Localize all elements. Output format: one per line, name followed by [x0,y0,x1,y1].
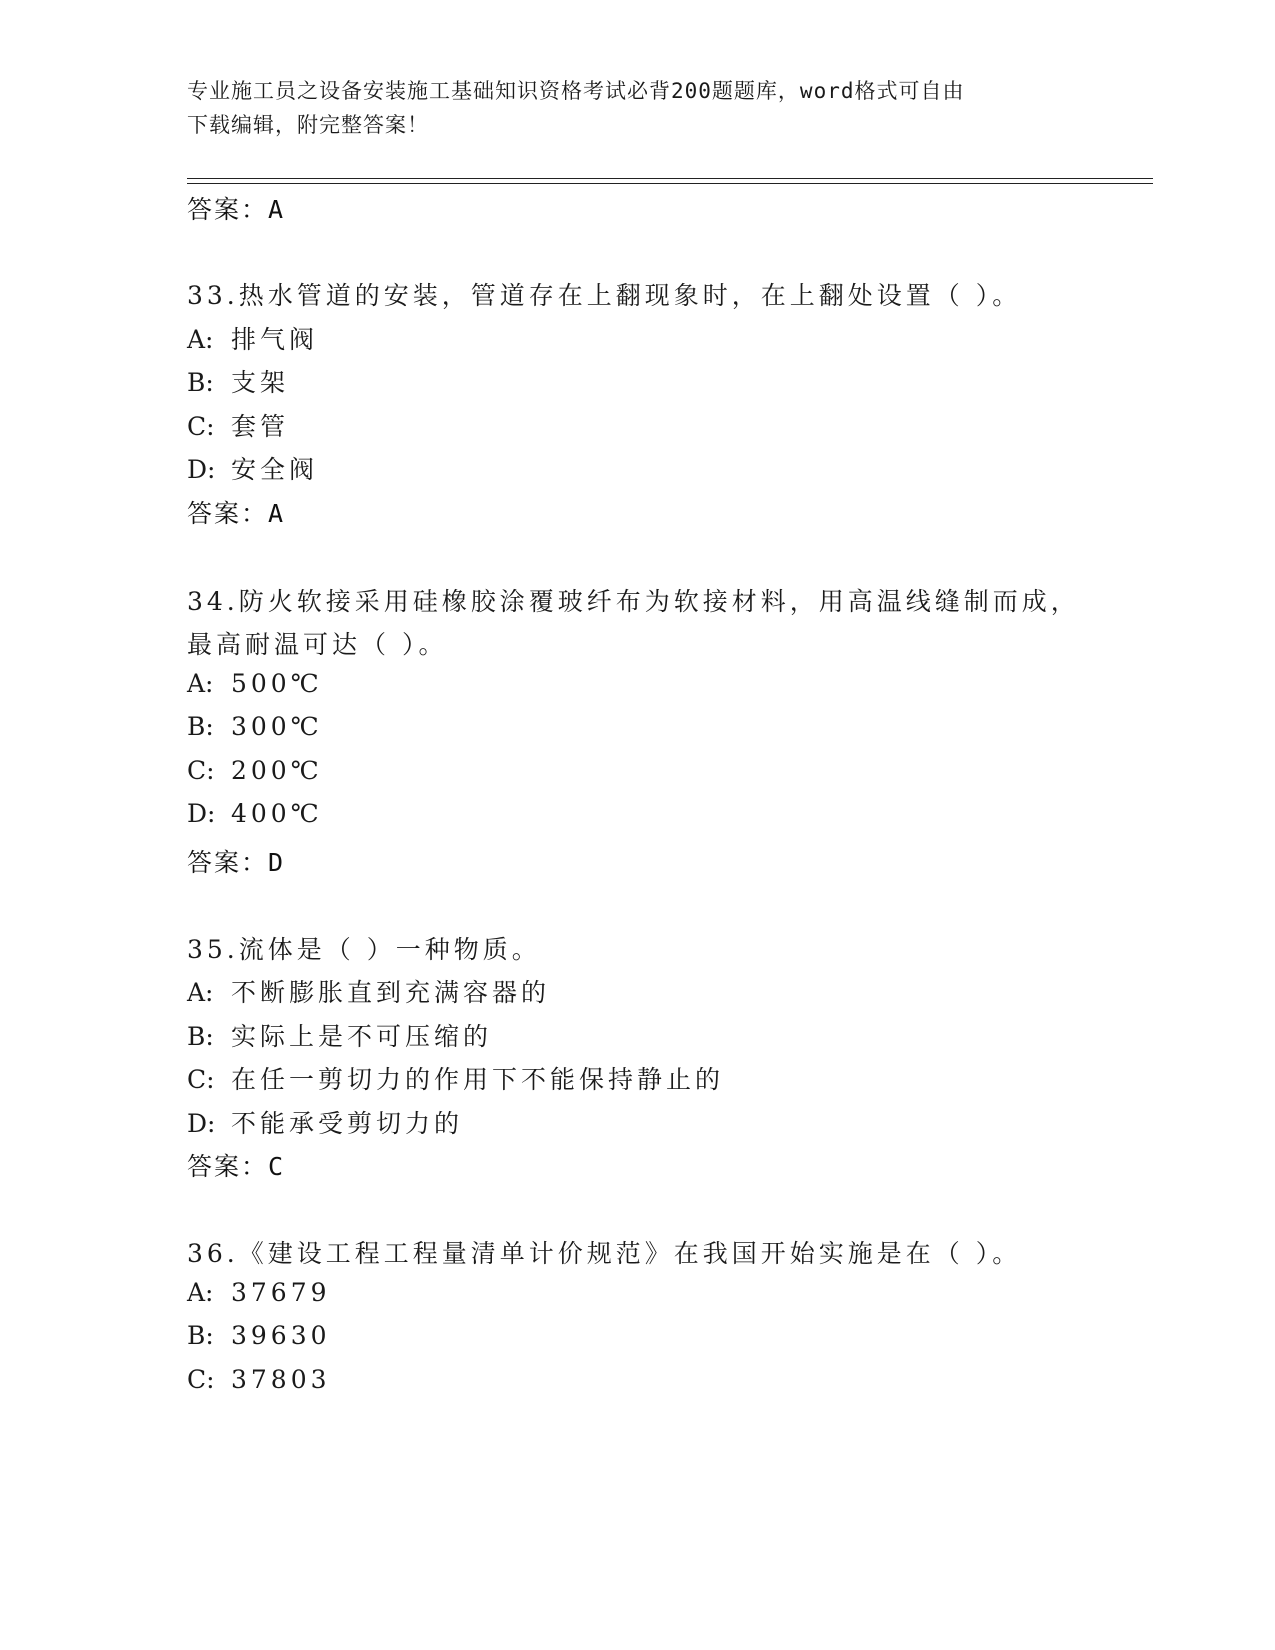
q36-option-c [187,1365,331,1394]
option-text: 不能承受剪切力的 [231,1109,464,1138]
option-key: C: [187,756,215,785]
document-header [187,74,1087,142]
option-text: 400℃ [231,799,323,828]
q35-option-c [187,1060,724,1096]
option-key: D: [187,1109,216,1138]
q34-option-c [187,756,323,785]
header-rule-bottom [187,183,1153,184]
q33-option-b [187,363,289,399]
option-text: 300℃ [231,712,323,741]
q34-option-d [187,799,323,828]
option-key: C: [187,1365,215,1394]
option-key: D: [187,455,216,484]
q33-option-a [187,320,318,356]
option-text: 37803 [231,1365,331,1394]
q36-option-b [187,1321,331,1350]
option-text: 排气阀 [231,325,319,354]
q36-option-a [187,1278,331,1307]
option-text: 不断膨胀直到充满容器的 [231,978,551,1007]
option-text: 在任一剪切力的作用下不能保持静止的 [231,1065,725,1094]
question-34-line-2: 最高耐温可达（ ）。 [187,630,448,659]
question-35: 35.流体是（ ）一种物质。 [187,935,541,964]
option-text: 39630 [231,1321,331,1350]
option-text: 安全阀 [231,455,319,484]
header-line-2: 下载编辑，附完整答案！ [187,113,429,137]
question-34-line-1: 34.防火软接采用硅橡胶涂覆玻纤布为软接材料，用高温线缝制而成， [187,587,1080,616]
option-key: D: [187,799,216,828]
q34-option-b [187,712,323,741]
q33-option-d [187,450,318,486]
q35-option-b [187,1017,492,1053]
option-text: 实际上是不可压缩的 [231,1022,493,1051]
q35-option-a [187,973,550,1009]
option-key: C: [187,1065,215,1094]
q35-answer: 答案：C [187,1152,286,1181]
q34-option-a [187,669,323,698]
header-line-1: 专业施工员之设备安装施工基础知识资格考试必背200题题库，word格式可自由 [187,79,965,103]
option-text: 支架 [231,368,290,397]
option-key: A: [187,1278,214,1307]
option-key: B: [187,712,214,741]
q35-option-d [187,1104,463,1140]
option-key: A: [187,669,214,698]
option-key: A: [187,325,214,354]
previous-answer: 答案：A [187,195,286,224]
option-text: 200℃ [231,756,323,785]
q34-answer: 答案：D [187,848,286,877]
header-rule-top [187,178,1153,179]
option-text: 37679 [231,1278,331,1307]
option-key: A: [187,978,214,1007]
q33-option-c [187,407,289,443]
option-text: 套管 [231,412,290,441]
q33-answer: 答案：A [187,499,286,528]
option-key: B: [187,368,214,397]
option-text: 500℃ [231,669,323,698]
question-33: 33.热水管道的安装，管道存在上翻现象时，在上翻处设置（ ）。 [187,281,1022,310]
question-36: 36.《建设工程工程量清单计价规范》在我国开始实施是在（ ）。 [187,1239,1022,1268]
option-key: B: [187,1022,214,1051]
option-key: B: [187,1321,214,1350]
option-key: C: [187,412,215,441]
